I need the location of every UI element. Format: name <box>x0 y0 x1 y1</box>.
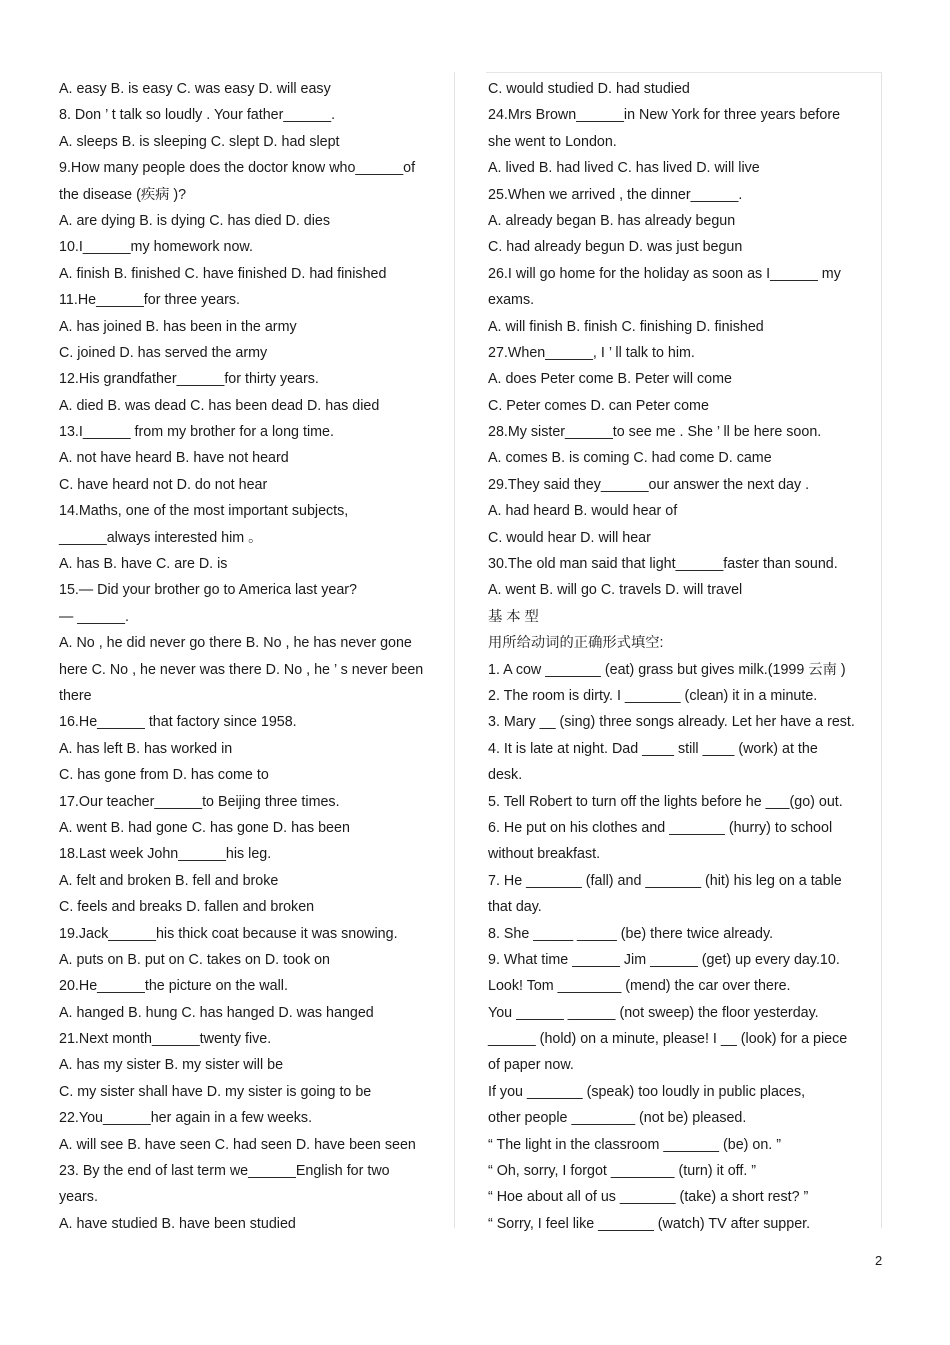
text-line: “ Sorry, I feel like _______ (watch) TV after supper. <box>488 1215 811 1232</box>
text-line: here C. No , he never was there D. No , he ’ s never been <box>59 661 424 678</box>
text-line: 8. She _____ _____ (be) there twice already. <box>488 925 774 942</box>
text-line: 7. He _______ (fall) and _______ (hit) his leg on a table <box>488 872 842 889</box>
text-line: A. finish B. finished C. have finished D. had finished <box>59 265 387 282</box>
text-line: desk. <box>488 767 523 784</box>
text-line: 8. Don ’ t talk so loudly . Your father______. <box>59 107 336 124</box>
text-line: 17.Our teacher______to Beijing three times. <box>59 793 340 810</box>
top-border <box>486 72 882 73</box>
text-line: A. not have heard B. have not heard <box>59 450 289 467</box>
text-line: 6. He put on his clothes and _______ (hurry) to school <box>488 819 833 836</box>
text-line: 20.He______the picture on the wall. <box>59 978 288 995</box>
text-line: C. have heard not D. do not hear <box>59 476 268 493</box>
text-line: If you _______ (speak) too loudly in public places, <box>488 1083 806 1100</box>
text-line: A. have studied B. have been studied <box>59 1215 296 1232</box>
text-line: A. are dying B. is dying C. has died D. dies <box>59 212 330 229</box>
text-line: A. will see B. have seen C. had seen D. have been seen <box>59 1136 416 1153</box>
text-line: 3. Mary __ (sing) three songs already. Let her have a rest. <box>488 714 855 731</box>
text-line: 2. The room is dirty. I _______ (clean) it in a minute. <box>488 687 818 704</box>
text-line: 9.How many people does the doctor know who______of <box>59 160 416 177</box>
text-line: C. feels and breaks D. fallen and broken <box>59 899 315 916</box>
text-line: “ Oh, sorry, I forgot ________ (turn) it off. ” <box>488 1163 757 1180</box>
text-line: 30.The old man said that light______faster than sound. <box>488 556 838 573</box>
text-line: other people ________ (not be) pleased. <box>488 1110 747 1127</box>
text-line: 1. A cow _______ (eat) grass but gives milk.(1999 云南 ) <box>488 661 846 678</box>
text-line: 10.I______my homework now. <box>59 239 253 256</box>
text-line: A. went B. had gone C. has gone D. has been <box>59 819 350 836</box>
text-line: — ______. <box>59 608 129 625</box>
text-line: 29.They said they______our answer the next day . <box>488 476 810 493</box>
text-line: 15.— Did your brother go to America last year? <box>59 582 357 599</box>
text-line: 27.When______, I ’ ll talk to him. <box>488 344 695 361</box>
text-line: she went to London. <box>488 133 617 150</box>
text-line: A. has joined B. has been in the army <box>59 318 297 335</box>
text-line: exams. <box>488 292 535 309</box>
column-divider <box>454 72 455 1228</box>
text-line: 16.He______ that factory since 1958. <box>59 714 297 731</box>
text-line: 22.You______her again in a few weeks. <box>59 1110 313 1127</box>
text-line: A. easy B. is easy C. was easy D. will easy <box>59 81 331 97</box>
text-line: C. would hear D. will hear <box>488 529 651 546</box>
text-line: A. had heard B. would hear of <box>488 503 678 520</box>
text-line: 12.His grandfather______for thirty years. <box>59 371 319 388</box>
text-line: A. hanged B. hung C. has hanged D. was hanged <box>59 1004 374 1021</box>
text-line: C. has gone from D. has come to <box>59 767 269 784</box>
text-line: of paper now. <box>488 1057 574 1074</box>
text-line: 28.My sister______to see me . She ’ ll be here soon. <box>488 424 822 441</box>
text-line: C. Peter comes D. can Peter come <box>488 397 709 414</box>
text-line: that day. <box>488 899 542 916</box>
text-line: “ The light in the classroom _______ (be) on. ” <box>488 1136 781 1153</box>
text-line: 4. It is late at night. Dad ____ still ____ (work) at the <box>488 740 818 757</box>
text-line: 11.He______for three years. <box>59 292 240 309</box>
text-line: A. comes B. is coming C. had come D. came <box>488 450 772 467</box>
text-line: years. <box>59 1189 98 1206</box>
instruction-text: 用所给动词的正确形式填空: <box>488 635 664 652</box>
text-line: 5. Tell Robert to turn off the lights before he ___(go) out. <box>488 793 843 810</box>
text-line: A. has B. have C. are D. is <box>59 556 228 573</box>
text-line: A. felt and broken B. fell and broke <box>59 872 279 889</box>
text-line: A. went B. will go C. travels D. will travel <box>488 582 743 599</box>
text-line: You ______ ______ (not sweep) the floor yesterday. <box>488 1004 819 1021</box>
page-number: 2 <box>875 1253 883 1268</box>
text-line: A. lived B. had lived C. has lived D. will live <box>488 160 760 177</box>
text-line: “ Hoe about all of us _______ (take) a short rest? ” <box>488 1189 809 1206</box>
text-line: Look! Tom ________ (mend) the car over there. <box>488 978 791 995</box>
text-line: 24.Mrs Brown______in New York for three years before <box>488 107 841 124</box>
text-line: 18.Last week John______his leg. <box>59 846 272 863</box>
text-line: 13.I______ from my brother for a long time. <box>59 424 334 441</box>
text-line: ______always interested him 。 <box>59 529 263 546</box>
text-line: 14.Maths, one of the most important subjects, <box>59 503 349 520</box>
text-line: 19.Jack______his thick coat because it was snowing. <box>59 925 398 942</box>
text-line: A. died B. was dead C. has been dead D. has died <box>59 397 380 414</box>
text-line: A. already began B. has already begun <box>488 212 736 229</box>
text-line: the disease (疾病 )? <box>59 186 187 203</box>
text-line: C. my sister shall have D. my sister is going to be <box>59 1083 372 1100</box>
text-line: C. would studied D. had studied <box>488 81 690 97</box>
text-line: A. sleeps B. is sleeping C. slept D. had slept <box>59 133 340 150</box>
text-line: there <box>59 687 92 704</box>
text-line: A. has left B. has worked in <box>59 740 233 757</box>
text-line: 21.Next month______twenty five. <box>59 1031 272 1048</box>
section-heading: 基 本 型 <box>488 608 539 625</box>
right-column <box>488 76 883 1237</box>
text-line: C. joined D. has served the army <box>59 344 268 361</box>
text-line: A. does Peter come B. Peter will come <box>488 371 732 388</box>
text-line: A. will finish B. finish C. finishing D. finished <box>488 318 764 335</box>
text-line: A. has my sister B. my sister will be <box>59 1057 284 1074</box>
text-line: A. No , he did never go there B. No , he has never gone <box>59 635 412 652</box>
text-line: 9. What time ______ Jim ______ (get) up every day.10. <box>488 951 840 968</box>
text-line: 25.When we arrived , the dinner______. <box>488 186 743 203</box>
text-line: ______ (hold) on a minute, please! I __ (look) for a piece <box>488 1031 848 1048</box>
text-line: 26.I will go home for the holiday as soon as I______ my <box>488 265 841 282</box>
text-line: A. puts on B. put on C. takes on D. took on <box>59 951 331 968</box>
text-line: 23. By the end of last term we______English for two <box>59 1163 390 1180</box>
text-line: C. had already begun D. was just begun <box>488 239 743 256</box>
text-line: without breakfast. <box>488 846 601 863</box>
left-column <box>59 76 454 1237</box>
